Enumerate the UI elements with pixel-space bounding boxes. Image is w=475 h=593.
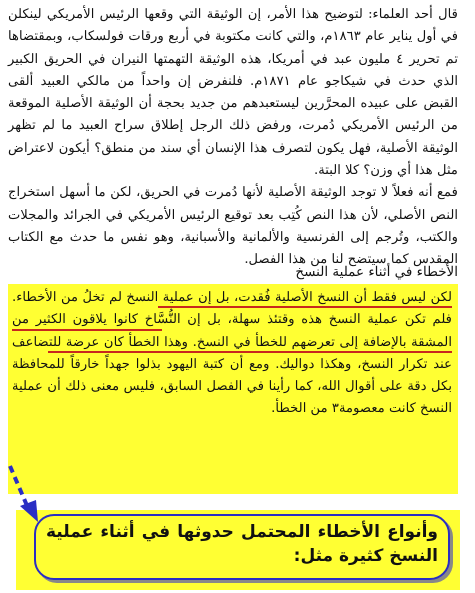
paragraph-slave-document-analogy bbox=[8, 4, 458, 272]
callout-box bbox=[34, 514, 450, 580]
red-underline-3 bbox=[48, 351, 452, 353]
red-underline-2 bbox=[12, 329, 162, 331]
section-heading: الأخطاء في أثناء عملية النسخ bbox=[295, 264, 458, 280]
red-underline-1 bbox=[158, 306, 452, 308]
callout-text: وأنواع الأخطاء المحتمل حدوثها في أثناء عملية النسخ كثيرة مثل: bbox=[46, 522, 438, 566]
paragraph-copying-errors: لكن ليس فقط أن النسخ الأصلية فُقدت، بل إن عملية النسخ لم تخلُ من الأخطاء. فلم تكن عملية النسخ هذه وقتئذ سهلة، بل إن النُّسَّاخ كانوا يلاقون الكثير من المشقة بالإضافة إلى تعرضهم للخطأ في النسخ. وهذا الخطأ كان عرضة للتضاعف عند تكرار النسخ، وهكذا دواليك. ومع أن كتبة اليهود بذلوا جهداً خارقاً للمحافظة بكل دقة على أقوال الله، كما رأينا في الفصل السابق، فليس معنى ذلك أن عملية النسخ كانت معصومة٣ من الخطأ. bbox=[12, 290, 452, 417]
paragraph-1a: قال أحد العلماء: لتوضيح هذا الأمر، إن الوثيقة التي وقعها الرئيس الأمريكي لينكلن في أول يناير عام ١٨٦٣م، والتي كانت مكتوبة في أربع ورقات فولسكاب، وبمقتضاها تم تحرير ٤ مليون عبد في أمريكا، هذه الوثيقة التهمتها النيران في الحريق الكبير الذي حدث في شيكاجو عام ١٨٧١م. فلنفرض إن واحداً من مالكي العبيد ألقى القبض على عبيده المحرَّرين ليستعبدهم من جديد بحجة أن الوثيقة الأصلية الموقعة من الرئيس الأمريكي دُمرت، ورفض ذلك الرجل إطلاق سراح العبيد ما لم تظهر الوثيقة الأصلية، فهل يكون لتصرف هذا الإنسان أي سند من منطق؟ أيكون لاعتراض مثل هذا أي وزن؟ كلا البتة. bbox=[8, 7, 458, 179]
paragraph-1b: فمع أنه فعلاً لا توجد الوثيقة الأصلية لأنها دُمرت في الحريق، لكن ما أسهل استخراج النص الأصلي، لأن هذا النص كُتِب بعد توقيع الرئيس الأمريكي في الجرائد والمجلات والكتب، وتُرجم إلى الفرنسية والألمانية والأسبانية، وهو نفس ما حدث مع الكتاب المقدس كما سيتضح لنا من هذا الفصل. bbox=[8, 185, 458, 268]
